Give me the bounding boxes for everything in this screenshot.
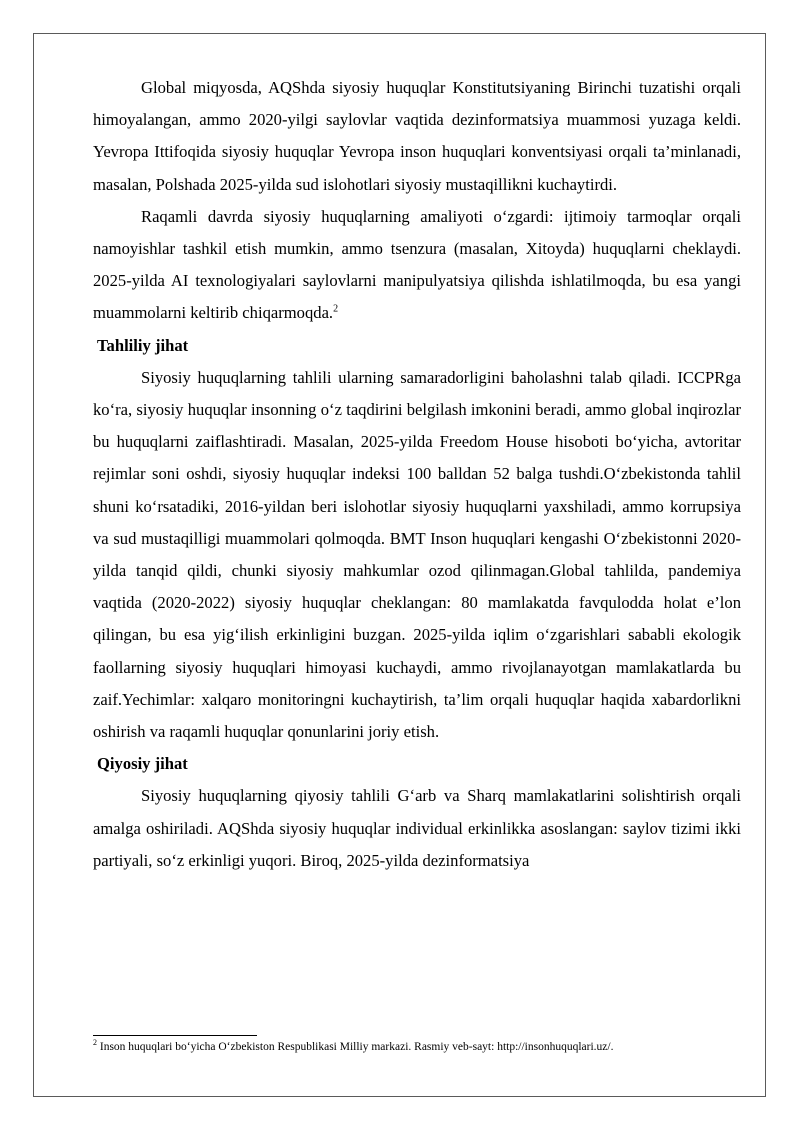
footnote-number: 2 — [93, 1038, 97, 1048]
footnote-reference[interactable]: 2 — [333, 303, 339, 315]
paragraph-global-rights — [93, 72, 741, 201]
footnote-separator — [93, 1035, 257, 1036]
footnote-text: Inson huquqlari bo‘yicha O‘zbekiston Respublikasi Milliy markazi. Rasmiy veb-sayt: http://insonhuquqlari.uz/. — [99, 1041, 614, 1053]
paragraph-text: Siyosiy huquqlarning tahlili ularning samaradorligini baholashni talab qiladi. ICCPRga ko‘ra, siyosiy huquqlar insonning o‘z taqdirini belgilash imkonini beradi, ammo global inqirozlar bu huquqlarni zaiflashtiradi. Masalan, 2025-yilda Freedom House hisoboti bo‘yicha, avtoritar rejimlar soni oshdi, siyosiy huquqlar indeksi 100 balldan 52 balga tushdi.O‘zbekistonda tahlil shuni ko‘rsatadiki, 2016-yildan beri islohotlar siyosiy huquqlarni yaxshiladi, ammo korrupsiya va sud mustaqilligi muammolari qolmoqda. BMT Inson huquqlari kengashi O‘zbekistonni 2020-yilda tanqid qildi, chunki siyosiy mahkumlar ozod qilinmagan.Global tahlilda, pandemiya vaqtida (2020-2022) siyosiy huquqlar cheklangan: 80 mamlakatda favqulodda holat e’lon qilingan, bu esa yig‘ilish erkinligini buzgan. 2025-yilda iqlim o‘zgarishlari sababli ekologik faollarning siyosiy huquqlari himoyasi kuchaydi, ammo rivojlanayotgan mamlakatlarda bu zaif.Yechimlar: xalqaro monitoringni kuchaytirish, ta’lim orqali huquqlar haqida xabardorlikni oshirish va raqamli huquqlar qonunlarini joriy etish. — [93, 367, 741, 742]
paragraph-text: Siyosiy huquqlarning qiyosiy tahlili G‘arb va Sharq mamlakatlarini solishtirish orqali amalga oshiriladi. AQShda siyosiy huquqlar individual erkinlikka asoslangan: saylov tizimi ikki partiyali, so‘z erkinligi yuqori. Biroq, 2025-yilda dezinformatsiya — [93, 786, 741, 870]
section-heading-analytical: Tahliliy jihat — [97, 335, 189, 355]
paragraph-comparative — [93, 780, 741, 877]
section-heading-comparative: Qiyosiy jihat — [97, 754, 188, 774]
paragraph-text: Global miqyosda, AQShda siyosiy huquqlar Konstitutsiyaning Birinchi tuzatishi orqali himoyalangan, ammo 2020-yilgi saylovlar vaqtida dezinformatsiya muammosi yuzaga keldi. Yevropa Ittifoqida siyosiy huquqlar Yevropa inson huquqlari konventsiyasi orqali ta’minlanadi, masalan, Polshada 2025-yilda sud islohotlari siyosiy mustaqillikni kuchaytirdi. — [93, 78, 741, 194]
footnote — [93, 1040, 741, 1055]
paragraph-analysis — [93, 362, 741, 748]
paragraph-text: Raqamli davrda siyosiy huquqlarning amaliyoti o‘zgardi: ijtimoiy tarmoqlar orqali namoyishlar tashkil etish mumkin, ammo tsenzura (masalan, Xitoyda) huquqlarni cheklaydi. 2025-yilda AI texnologiyalari saylovlarni manipulyatsiya qilishda ishlatilmoqda, bu esa yangi muammolarni keltirib chiqarmoqda. — [93, 206, 741, 323]
paragraph-digital-era — [93, 201, 741, 330]
document-body — [93, 72, 741, 877]
